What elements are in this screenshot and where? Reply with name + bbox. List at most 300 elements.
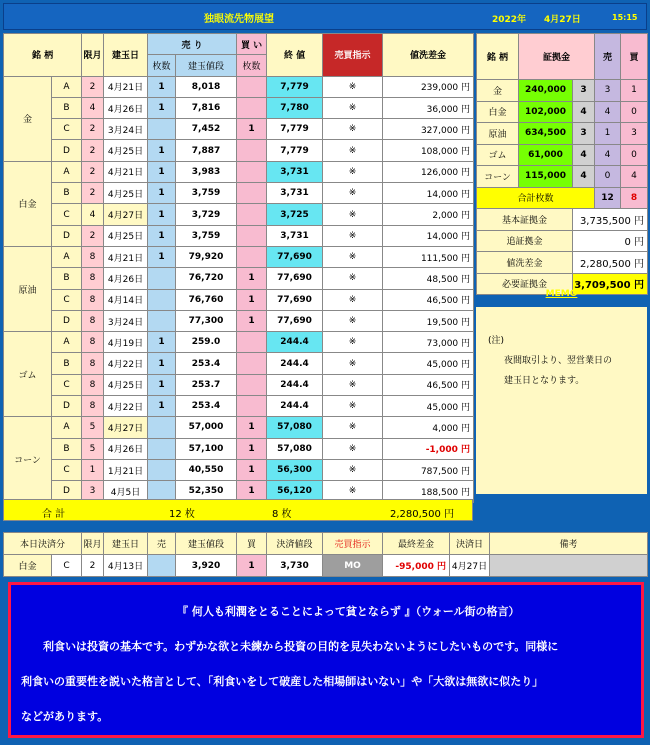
total-qty-buy: 8 <box>621 187 648 209</box>
margin-brand: 白金 <box>477 101 519 123</box>
row-limit: 5 <box>82 417 104 438</box>
summary-value: 2,280,500 円 <box>573 252 648 274</box>
table-row <box>4 268 474 289</box>
row-close: 244.4 <box>267 396 323 417</box>
row-entry-price: 253.4 <box>176 353 237 374</box>
row-diff: 14,000 円 <box>383 183 474 204</box>
row-order: ※ <box>323 268 383 289</box>
row-close: 57,080 <box>267 438 323 459</box>
row-order: ※ <box>323 332 383 353</box>
summary-label: 必要証拠金 <box>477 273 573 295</box>
row-entry-date: 4月21日 <box>104 246 148 267</box>
row-diff: 188,500 円 <box>383 481 474 502</box>
time-label: 15:15 <box>612 13 638 22</box>
settle-order: MO <box>323 555 383 577</box>
row-sell-qty <box>148 289 176 310</box>
row-buy-qty: 1 <box>237 119 267 140</box>
row-limit: 8 <box>82 396 104 417</box>
total-qty-row <box>477 187 648 209</box>
row-entry-date: 4月25日 <box>104 225 148 246</box>
row-entry-price: 253.7 <box>176 374 237 395</box>
row-buy-qty: 1 <box>237 459 267 480</box>
header-entry-price: 建玉値段 <box>176 55 237 76</box>
row-entry-price: 3,729 <box>176 204 237 225</box>
row-sell-qty: 1 <box>148 161 176 182</box>
page-title: 独眼流先物展望 <box>204 14 274 25</box>
row-sell-qty: 1 <box>148 97 176 118</box>
row-entry-price: 7,816 <box>176 97 237 118</box>
row-sell-qty <box>148 268 176 289</box>
memo-box[interactable] <box>476 307 647 494</box>
row-sell-qty: 1 <box>148 246 176 267</box>
row-sell-qty <box>148 119 176 140</box>
settle-limit: 2 <box>82 555 104 577</box>
row-buy-qty <box>237 161 267 182</box>
settle-header-notes: 備考 <box>490 533 648 555</box>
row-diff: 239,000 円 <box>383 76 474 97</box>
group-name: コーン <box>4 417 52 502</box>
summary-row <box>477 252 648 274</box>
margin-amount: 102,000 <box>519 101 573 123</box>
total-qty-label: 合計枚数 <box>477 187 595 209</box>
header-buy: 買 い <box>237 34 267 55</box>
margin-row <box>477 144 648 166</box>
header-order: 売買指示 <box>323 34 383 77</box>
row-order: ※ <box>323 396 383 417</box>
row-sub: B <box>52 268 82 289</box>
row-limit: 4 <box>82 204 104 225</box>
margin-count: 4 <box>573 166 595 188</box>
row-entry-date: 4月21日 <box>104 76 148 97</box>
row-buy-qty <box>237 76 267 97</box>
total-diff: 2,280,500 円 <box>390 509 455 520</box>
row-sub: A <box>52 161 82 182</box>
memo-header[interactable]: MEMO <box>545 289 578 299</box>
group-name: 金 <box>4 76 52 161</box>
row-close: 56,120 <box>267 481 323 502</box>
settle-header-settle-price: 決済値段 <box>267 533 323 555</box>
row-sell-qty: 1 <box>148 140 176 161</box>
row-order: ※ <box>323 119 383 140</box>
row-sub: C <box>52 204 82 225</box>
row-order: ※ <box>323 374 383 395</box>
row-buy-qty: 1 <box>237 481 267 502</box>
row-diff: 45,000 円 <box>383 353 474 374</box>
row-limit: 2 <box>82 140 104 161</box>
row-close: 244.4 <box>267 374 323 395</box>
row-close: 7,779 <box>267 76 323 97</box>
table-row <box>4 310 474 331</box>
row-limit: 3 <box>82 481 104 502</box>
total-qty-sell: 12 <box>595 187 621 209</box>
settle-entry-price: 3,920 <box>176 555 237 577</box>
header-limit-month: 限月 <box>82 34 104 77</box>
year-label: 2022年 <box>492 15 527 25</box>
row-entry-date: 4月26日 <box>104 438 148 459</box>
header-sell-qty: 枚数 <box>148 55 176 76</box>
row-buy-qty <box>237 353 267 374</box>
summary-row <box>477 230 648 252</box>
row-sub: A <box>52 246 82 267</box>
margin-table <box>476 33 648 295</box>
margin-row <box>477 101 648 123</box>
row-buy-qty <box>237 374 267 395</box>
table-row <box>4 332 474 353</box>
summary-value: 0 円 <box>573 230 648 252</box>
row-order: ※ <box>323 481 383 502</box>
row-close: 7,779 <box>267 140 323 161</box>
row-close: 7,780 <box>267 97 323 118</box>
row-diff: 2,000 円 <box>383 204 474 225</box>
row-buy-qty <box>237 396 267 417</box>
settlement-table <box>3 532 648 577</box>
row-diff: 108,000 円 <box>383 140 474 161</box>
row-entry-price: 3,983 <box>176 161 237 182</box>
title-bar <box>3 3 647 30</box>
table-row <box>4 459 474 480</box>
row-order: ※ <box>323 438 383 459</box>
row-close: 7,779 <box>267 119 323 140</box>
margin-amount: 634,500 <box>519 123 573 145</box>
row-entry-price: 7,452 <box>176 119 237 140</box>
header-buy-qty: 枚数 <box>237 55 267 76</box>
row-buy-qty: 1 <box>237 268 267 289</box>
row-buy-qty <box>237 204 267 225</box>
row-buy-qty <box>237 97 267 118</box>
header-sell: 売 り <box>148 34 237 55</box>
row-order: ※ <box>323 183 383 204</box>
row-limit: 2 <box>82 119 104 140</box>
row-diff: 46,500 円 <box>383 289 474 310</box>
margin-buy: 4 <box>621 166 648 188</box>
row-order: ※ <box>323 310 383 331</box>
settle-notes <box>490 555 648 577</box>
row-diff: 4,000 円 <box>383 417 474 438</box>
settle-header-entry-price: 建玉値段 <box>176 533 237 555</box>
row-sell-qty: 1 <box>148 204 176 225</box>
row-entry-price: 3,759 <box>176 225 237 246</box>
row-buy-qty <box>237 332 267 353</box>
row-entry-date: 3月24日 <box>104 119 148 140</box>
total-row <box>3 499 473 521</box>
row-entry-date: 1月21日 <box>104 459 148 480</box>
row-sub: C <box>52 374 82 395</box>
row-order: ※ <box>323 417 383 438</box>
table-row <box>4 119 474 140</box>
row-order: ※ <box>323 97 383 118</box>
row-sell-qty <box>148 459 176 480</box>
table-row <box>4 438 474 459</box>
row-diff: -1,000 円 <box>383 438 474 459</box>
row-close: 56,300 <box>267 459 323 480</box>
settle-header-entry-date: 建玉日 <box>104 533 148 555</box>
row-entry-date: 4月26日 <box>104 97 148 118</box>
row-sell-qty <box>148 417 176 438</box>
settle-header-settle-date: 決済日 <box>450 533 490 555</box>
row-entry-date: 4月22日 <box>104 396 148 417</box>
row-limit: 2 <box>82 183 104 204</box>
row-entry-date: 4月19日 <box>104 332 148 353</box>
settle-settle-date: 4月27日 <box>450 555 490 577</box>
row-entry-price: 79,920 <box>176 246 237 267</box>
row-limit: 4 <box>82 97 104 118</box>
memo-line-2: 夜間取引より、翌営業日の <box>504 356 613 366</box>
settle-header-limit: 限月 <box>82 533 104 555</box>
row-order: ※ <box>323 353 383 374</box>
memo-line-3: 建玉日となります。 <box>504 376 585 386</box>
margin-row <box>477 80 648 102</box>
row-buy-qty <box>237 246 267 267</box>
row-entry-price: 77,300 <box>176 310 237 331</box>
row-close: 3,731 <box>267 161 323 182</box>
row-entry-price: 57,000 <box>176 417 237 438</box>
row-diff: 14,000 円 <box>383 225 474 246</box>
row-entry-date: 4月27日 <box>104 204 148 225</box>
row-sub: B <box>52 438 82 459</box>
margin-buy: 3 <box>621 123 648 145</box>
table-row <box>4 76 474 97</box>
margin-sell: 4 <box>595 144 621 166</box>
row-sell-qty: 1 <box>148 353 176 374</box>
row-diff: 19,500 円 <box>383 310 474 331</box>
margin-buy: 1 <box>621 80 648 102</box>
total-sell-qty: 12 枚 <box>169 509 195 520</box>
row-sell-qty: 1 <box>148 225 176 246</box>
margin-sell: 1 <box>595 123 621 145</box>
row-diff: 48,500 円 <box>383 268 474 289</box>
right-header-sell: 売 <box>595 34 621 80</box>
row-sub: C <box>52 119 82 140</box>
row-limit: 8 <box>82 268 104 289</box>
row-entry-date: 4月22日 <box>104 353 148 374</box>
row-entry-price: 52,350 <box>176 481 237 502</box>
row-limit: 8 <box>82 246 104 267</box>
group-name: 白金 <box>4 161 52 246</box>
row-sell-qty: 1 <box>148 332 176 353</box>
settle-buy: 1 <box>237 555 267 577</box>
row-close: 77,690 <box>267 289 323 310</box>
row-diff: 36,000 円 <box>383 97 474 118</box>
summary-label: 値洗差金 <box>477 252 573 274</box>
margin-row <box>477 166 648 188</box>
margin-amount: 240,000 <box>519 80 573 102</box>
margin-count: 3 <box>573 80 595 102</box>
right-header-brand: 銘 柄 <box>477 34 519 80</box>
quote-line-3: 利食いの重要性を説いた格言として、「利食いをして破産した相場師はいない」や「大欲は無欲に似たり」 <box>21 675 544 688</box>
row-entry-price: 7,887 <box>176 140 237 161</box>
row-sub: D <box>52 396 82 417</box>
quote-box <box>8 582 644 738</box>
row-sell-qty: 1 <box>148 183 176 204</box>
row-entry-price: 76,720 <box>176 268 237 289</box>
header-entry-date: 建玉日 <box>104 34 148 77</box>
row-limit: 5 <box>82 438 104 459</box>
settle-header-buy: 買 <box>237 533 267 555</box>
row-diff: 787,500 円 <box>383 459 474 480</box>
table-row <box>4 374 474 395</box>
table-row <box>4 97 474 118</box>
row-entry-date: 4月25日 <box>104 140 148 161</box>
row-entry-price: 40,550 <box>176 459 237 480</box>
table-row <box>4 225 474 246</box>
row-diff: 111,500 円 <box>383 246 474 267</box>
table-row <box>4 396 474 417</box>
row-sub: A <box>52 417 82 438</box>
row-entry-date: 4月21日 <box>104 161 148 182</box>
group-name: ゴム <box>4 332 52 417</box>
row-limit: 2 <box>82 225 104 246</box>
margin-buy: 0 <box>621 101 648 123</box>
row-entry-date: 4月27日 <box>104 417 148 438</box>
row-entry-date: 3月24日 <box>104 310 148 331</box>
row-close: 3,731 <box>267 183 323 204</box>
row-sell-qty: 1 <box>148 396 176 417</box>
header-close: 終 値 <box>267 34 323 77</box>
row-sub: C <box>52 459 82 480</box>
date-label: 4月27日 <box>544 15 581 25</box>
row-buy-qty: 1 <box>237 417 267 438</box>
margin-brand: 原油 <box>477 123 519 145</box>
settle-header-sell: 売 <box>148 533 176 555</box>
quote-line-4: などがあります。 <box>21 710 109 723</box>
row-close: 3,725 <box>267 204 323 225</box>
row-entry-price: 3,759 <box>176 183 237 204</box>
memo-line-1: (注) <box>488 336 505 346</box>
row-sub: A <box>52 76 82 97</box>
row-sub: D <box>52 140 82 161</box>
row-diff: 126,000 円 <box>383 161 474 182</box>
summary-value: 3,709,500 円 <box>573 273 648 295</box>
row-entry-date: 4月25日 <box>104 374 148 395</box>
row-entry-date: 4月25日 <box>104 183 148 204</box>
positions-table <box>3 33 474 503</box>
table-row <box>4 417 474 438</box>
quote-title: 『 何人も利潤をとることによって貧とならず 』（ウォール街の格言） <box>177 605 520 618</box>
summary-label: 追証拠金 <box>477 230 573 252</box>
row-order: ※ <box>323 289 383 310</box>
margin-sell: 4 <box>595 101 621 123</box>
row-order: ※ <box>323 225 383 246</box>
settle-final-diff: -95,000 円 <box>383 555 450 577</box>
row-limit: 8 <box>82 310 104 331</box>
settle-header-final-diff: 最終差金 <box>383 533 450 555</box>
margin-amount: 61,000 <box>519 144 573 166</box>
row-order: ※ <box>323 204 383 225</box>
row-buy-qty <box>237 140 267 161</box>
margin-count: 4 <box>573 144 595 166</box>
row-buy-qty <box>237 183 267 204</box>
summary-label: 基本証拠金 <box>477 209 573 231</box>
row-close: 244.4 <box>267 353 323 374</box>
table-row <box>4 353 474 374</box>
row-close: 244.4 <box>267 332 323 353</box>
row-sub: B <box>52 353 82 374</box>
row-close: 57,080 <box>267 417 323 438</box>
row-close: 3,731 <box>267 225 323 246</box>
row-sell-qty <box>148 310 176 331</box>
settle-header-today: 本日決済分 <box>4 533 82 555</box>
row-diff: 46,500 円 <box>383 374 474 395</box>
row-order: ※ <box>323 459 383 480</box>
margin-sell: 3 <box>595 80 621 102</box>
row-limit: 8 <box>82 332 104 353</box>
row-close: 77,690 <box>267 268 323 289</box>
row-entry-price: 76,760 <box>176 289 237 310</box>
row-sell-qty: 1 <box>148 76 176 97</box>
settle-settle-price: 3,730 <box>267 555 323 577</box>
quote-line-2: 利食いは投資の基本です。わずかな欲と未練から投資の目的を見失わないようにしたいものです。同様に <box>43 640 559 653</box>
row-sub: A <box>52 332 82 353</box>
summary-row <box>477 209 648 231</box>
row-order: ※ <box>323 76 383 97</box>
settle-sell <box>148 555 176 577</box>
right-header-margin: 証拠金 <box>519 34 595 80</box>
row-buy-qty <box>237 225 267 246</box>
row-order: ※ <box>323 161 383 182</box>
row-entry-price: 259.0 <box>176 332 237 353</box>
margin-buy: 0 <box>621 144 648 166</box>
margin-sell: 0 <box>595 166 621 188</box>
group-name: 原油 <box>4 246 52 331</box>
margin-brand: 金 <box>477 80 519 102</box>
row-sub: D <box>52 481 82 502</box>
row-entry-price: 8,018 <box>176 76 237 97</box>
row-limit: 2 <box>82 161 104 182</box>
summary-value: 3,735,500 円 <box>573 209 648 231</box>
margin-count: 4 <box>573 101 595 123</box>
row-buy-qty: 1 <box>237 289 267 310</box>
header-brand: 銘 柄 <box>4 34 82 77</box>
margin-row <box>477 123 648 145</box>
row-limit: 1 <box>82 459 104 480</box>
row-sell-qty <box>148 438 176 459</box>
row-limit: 8 <box>82 289 104 310</box>
table-row <box>4 204 474 225</box>
row-diff: 327,000 円 <box>383 119 474 140</box>
row-sub: C <box>52 289 82 310</box>
settle-header-order: 売買指示 <box>323 533 383 555</box>
settle-brand: 白金 <box>4 555 52 577</box>
row-entry-date: 4月26日 <box>104 268 148 289</box>
table-row <box>4 161 474 182</box>
row-limit: 8 <box>82 353 104 374</box>
row-buy-qty: 1 <box>237 438 267 459</box>
row-sell-qty: 1 <box>148 374 176 395</box>
table-row <box>4 183 474 204</box>
table-row <box>4 289 474 310</box>
row-sub: D <box>52 310 82 331</box>
row-diff: 45,000 円 <box>383 396 474 417</box>
settle-sub: C <box>52 555 82 577</box>
row-order: ※ <box>323 246 383 267</box>
row-entry-date: 4月14日 <box>104 289 148 310</box>
row-limit: 2 <box>82 76 104 97</box>
margin-brand: コーン <box>477 166 519 188</box>
row-entry-date: 4月5日 <box>104 481 148 502</box>
table-row <box>4 140 474 161</box>
total-buy-qty: 8 枚 <box>272 509 292 520</box>
total-label: 合 計 <box>42 509 66 520</box>
row-diff: 73,000 円 <box>383 332 474 353</box>
row-buy-qty: 1 <box>237 310 267 331</box>
margin-count: 3 <box>573 123 595 145</box>
row-close: 77,690 <box>267 246 323 267</box>
margin-brand: ゴム <box>477 144 519 166</box>
right-header-buy: 買 <box>621 34 648 80</box>
row-close: 77,690 <box>267 310 323 331</box>
row-order: ※ <box>323 140 383 161</box>
row-sub: D <box>52 225 82 246</box>
